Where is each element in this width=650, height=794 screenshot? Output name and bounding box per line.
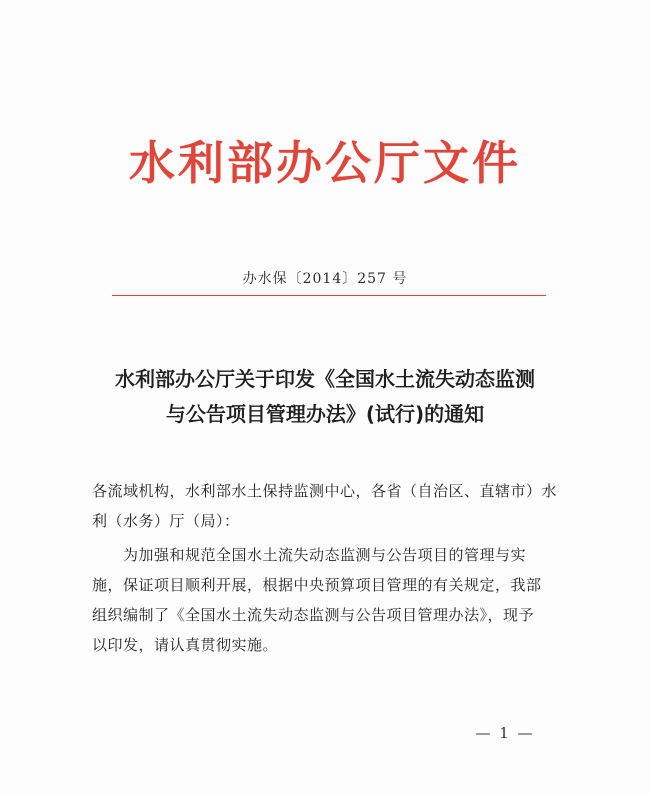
paragraph-line: 组织编制了《全国水土流失动态监测与公告项目管理办法》，现予 — [92, 606, 535, 624]
notice-title — [60, 362, 590, 432]
addressee-block — [92, 476, 558, 536]
notice-title-line: 水利部办公厅关于印发《全国水土流失动态监测 — [115, 367, 535, 391]
issuing-office-header: 水利部办公厅文件 — [129, 136, 521, 190]
paragraph-line: 施，保证项目顺利开展，根据中央预算项目管理的有关规定，我部 — [92, 576, 542, 594]
body-paragraph — [92, 540, 558, 660]
page-number: — 1 — — [475, 724, 535, 742]
notice-title-line: 与公告项目管理办法》(试行)的通知 — [165, 402, 485, 426]
paragraph-line: 以印发，请认真贯彻实施。 — [92, 636, 279, 654]
addressee-line: 各流域机构，水利部水土保持监测中心，各省（自治区、直辖市）水 — [92, 482, 558, 500]
red-separator-line — [112, 295, 546, 296]
paragraph-line: 为加强和规范全国水土流失动态监测与公告项目的管理与实 — [123, 546, 527, 564]
document-number: 办水保〔2014〕257 号 — [242, 271, 408, 287]
addressee-line: 利（水务）厅（局）： — [92, 512, 240, 530]
